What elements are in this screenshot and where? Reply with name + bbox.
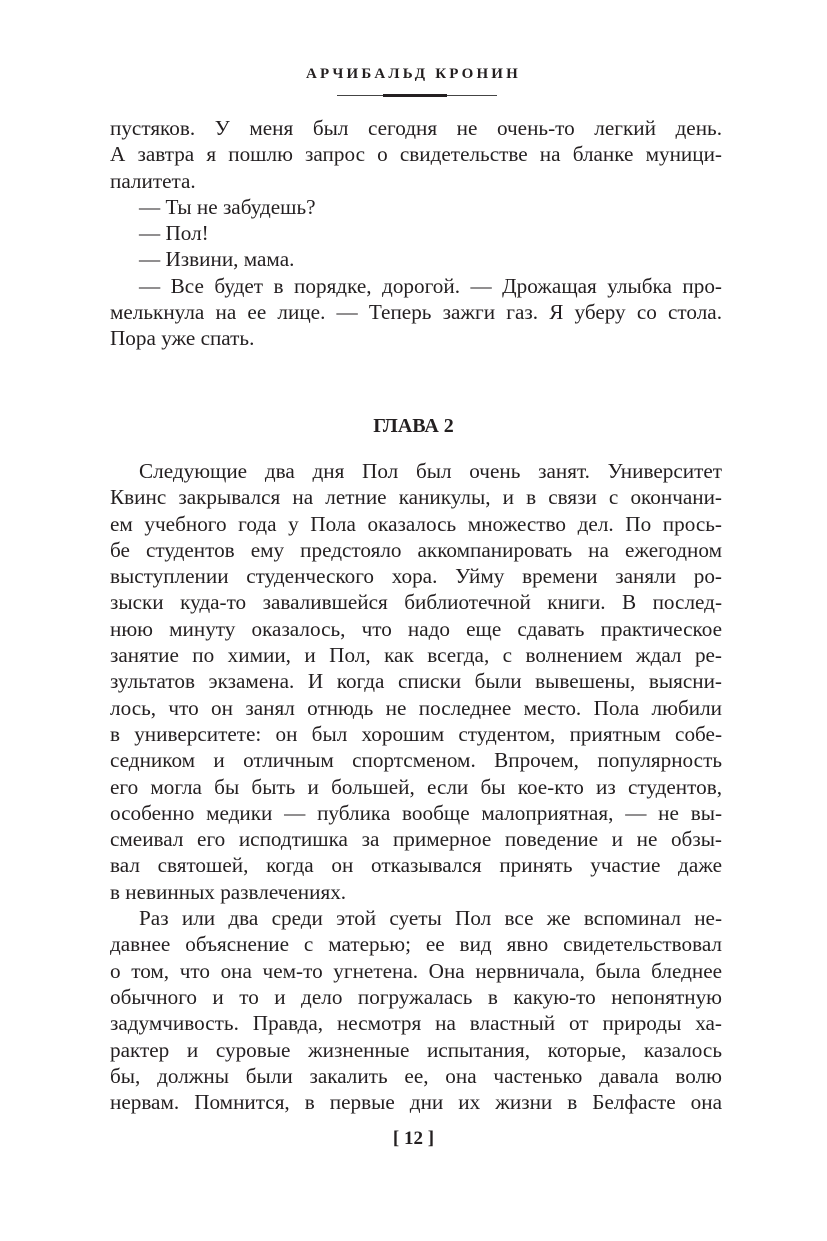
text-line: — Извини, мама. bbox=[139, 247, 295, 272]
chapter-heading: ГЛАВА 2 bbox=[373, 415, 454, 437]
text-block-top bbox=[110, 115, 722, 352]
text-line: ем учебного года у Пола оказалось множество дел. По прось- bbox=[110, 511, 722, 536]
text-line: вал святошей, когда он отказывался принять участие даже bbox=[110, 853, 722, 878]
text-line: занятие по химии, и Пол, как всегда, с волнением ждал ре- bbox=[110, 643, 722, 668]
text-line: бе студентов ему предстояло аккомпанировать на ежегодном bbox=[110, 537, 722, 562]
text-line: рактер и суровые жизненные испытания, которые, казалось bbox=[110, 1037, 722, 1062]
text-line: в университете: он был хорошим студентом, приятным собе- bbox=[110, 721, 722, 746]
text-line: Квинс закрывался на летние каникулы, и в связи с окончани- bbox=[110, 485, 722, 510]
text-line: мелькнула на ее лице. — Теперь зажги газ. Я уберу со стола. bbox=[110, 300, 722, 325]
text-line: нюю минуту оказалось, что надо еще сдавать практическое bbox=[110, 616, 722, 641]
text-line: выступлении студенческого хора. Уйму времени заняли ро- bbox=[110, 564, 722, 589]
text-line: палитета. bbox=[110, 168, 196, 193]
text-line: в невинных развлечениях. bbox=[110, 879, 347, 904]
text-line: бы, должны были закалить ее, она частенько давала волю bbox=[110, 1063, 722, 1088]
page-number: [ 12 ] bbox=[392, 1128, 435, 1149]
text-line: обычного и то и дело погружалась в какую-то непонятную bbox=[110, 984, 722, 1009]
text-line: седником и отличным спортсменом. Впрочем, популярность bbox=[110, 748, 722, 773]
text-line: пустяков. У меня был сегодня не очень-то легкий день. bbox=[110, 116, 722, 140]
text-line: зультатов экзамена. И когда списки были вывешены, выясни- bbox=[110, 669, 722, 694]
text-line: Раз или два среди этой суеты Пол все же вспоминал не- bbox=[139, 906, 722, 931]
text-line: задумчивость. Правда, несмотря на властный от природы ха- bbox=[110, 1011, 722, 1036]
text-line: нервам. Помнится, в первые дни их жизни в Белфасте она bbox=[110, 1090, 722, 1115]
text-line: о том, что она чем-то угнетена. Она нервничала, была бледнее bbox=[110, 958, 722, 983]
text-block-chapter-body bbox=[110, 458, 722, 1115]
header-rule-accent bbox=[383, 94, 447, 97]
text-line: А завтра я пошлю запрос о свидетельстве на бланке муници- bbox=[110, 142, 722, 167]
text-line: — Пол! bbox=[139, 221, 209, 246]
text-line: — Ты не забудешь? bbox=[139, 194, 316, 219]
text-line: давнее объяснение с матерью; ее вид явно свидетельствовал bbox=[110, 932, 722, 957]
running-header bbox=[0, 66, 827, 83]
text-line: смеивал его исподтишка за примерное поведение и не обзы- bbox=[110, 827, 722, 852]
text-line: — Все будет в порядке, дорогой. — Дрожащая улыбка про- bbox=[139, 273, 722, 298]
running-title: АРЧИБАЛЬД КРОНИН bbox=[305, 66, 522, 82]
text-line: Пора уже спать. bbox=[110, 326, 255, 351]
text-line: зыски куда-то завалившейся библиотечной книги. В послед- bbox=[110, 590, 722, 615]
text-line: его могла бы быть и большей, если бы кое-кто из студентов, bbox=[110, 774, 722, 799]
text-line: Следующие два дня Пол был очень занят. Университет bbox=[139, 459, 722, 483]
text-line: особенно медики — публика вообще малоприятная, — не вы- bbox=[110, 800, 722, 825]
text-line: лось, что он занял отнюдь не последнее место. Пола любили bbox=[110, 695, 722, 720]
